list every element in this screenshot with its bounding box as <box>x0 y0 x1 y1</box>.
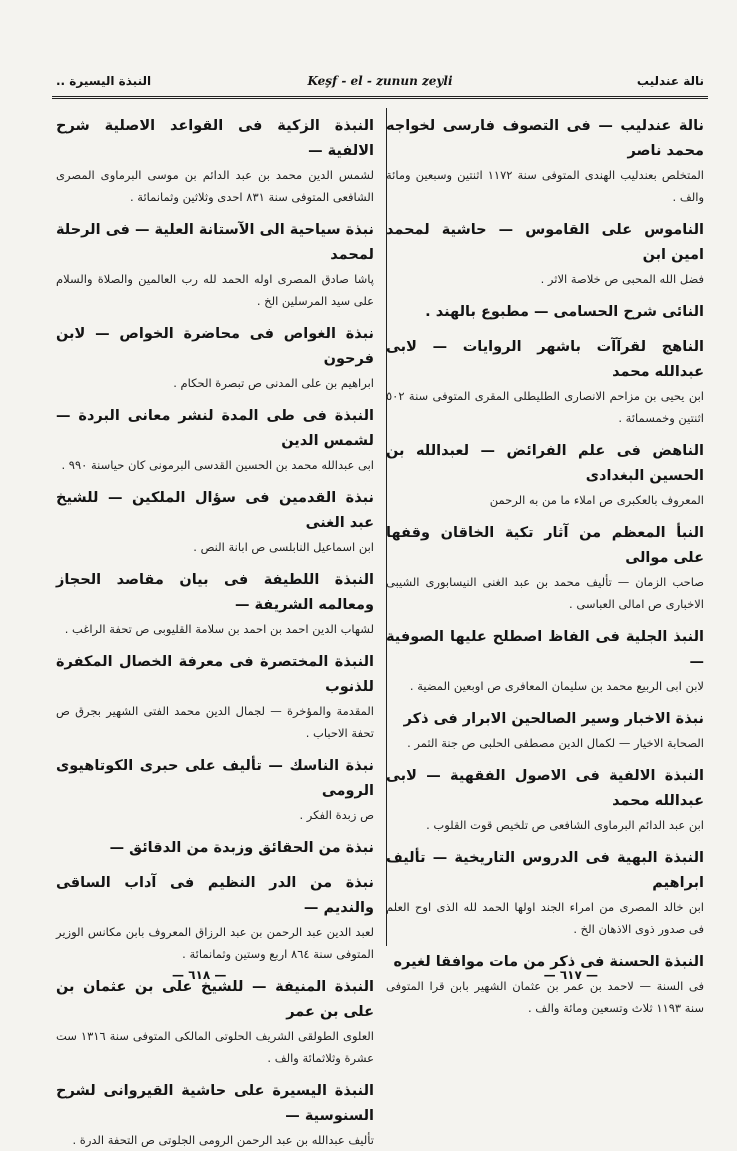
header-right-title: نالة عندليب <box>636 74 704 88</box>
entry-body: الصحابة الاخيار — لكمال الدين مصطفى الحلبى ص جنة الثمر . <box>407 736 704 750</box>
entry-title: نبذة القدمين فى سؤال الملكين — للشيخ عبد الغنى <box>56 490 374 531</box>
entry-body: تأليف عبدالله بن عبد الرحمن الرومى الجلوتى ص التحفة الدرة . <box>72 1133 374 1147</box>
entry-title: نبذة من الدر النظيم فى آداب الساقى والنديم — <box>56 875 374 916</box>
column-divider <box>386 108 387 946</box>
entry-title: الناموس على القاموس — حاشية لمحمد امين ابن <box>386 222 704 263</box>
running-header <box>52 68 708 99</box>
dictionary-entry <box>386 335 704 429</box>
entry-body: ابن يحيى بن مزاحم الانصارى الطليطلى المقرى المتوفى سنة ٥٠٢ اثنتين وخمسمائة . <box>386 389 704 425</box>
entry-title: النائى شرح الحسامى — مطبوع بالهند . <box>425 304 704 320</box>
entry-body: فضل الله المحبى ص خلاصة الاثر . <box>540 272 704 286</box>
entry-title: النبذة اللطيفة فى بيان مقاصد الحجاز ومعالمه الشريفة — <box>56 572 374 613</box>
entry-title: النبذة المختصرة فى معرفة الخصال المكفرة للذنوب <box>56 654 374 695</box>
dictionary-entry <box>56 114 374 208</box>
dictionary-entry <box>386 707 704 754</box>
entry-title: نبذة الناسك — تأليف على حبرى الكوتاهيوى الرومى <box>56 758 374 799</box>
entry-title: نبذة الاخبار وسير الصالحين الابرار فى ذكر <box>403 711 704 727</box>
entry-body: لشهاب الدين احمد بن احمد بن سلامة القليوبى ص تحفة الراغب . <box>64 622 374 636</box>
dictionary-entry <box>56 322 374 394</box>
dictionary-entry <box>386 950 704 1019</box>
entry-body: ابن عبد الدائم البرماوى الشافعى ص تلخيص قوت القلوب . <box>426 818 704 832</box>
entry-title: النبذة الحسنة فى ذكر من مات موافقا لغيره <box>393 954 704 970</box>
entry-body: لابن ابى الربيع محمد بن سليمان المعافرى ص اوبعين المضية . <box>409 679 704 693</box>
dictionary-entry <box>386 218 704 290</box>
header-left-title: النبذة اليسيرة .. <box>56 74 152 88</box>
entry-body: ابن خالد المصرى من امراء الجند اولها الحمد لله الذى اوح العلم فى صدور ذوى الاذهان الخ . <box>386 900 704 936</box>
dictionary-entry <box>56 486 374 558</box>
entry-body: ابن اسماعيل النابلسى ص ابانة النص . <box>193 540 374 554</box>
entry-body: لعبد الدين عبد الرحمن بن عبد الرزاق المعروف بابن مكانس الوزير المتوفى سنة ٨٦٤ اربع وستين وثمانمائة . <box>56 925 374 961</box>
entry-title: النبذة المنيفة — للشيخ على بن عثمان بن على بن عمر <box>56 979 374 1020</box>
entry-body: العلوى الطولقى الشريف الحلوتى المالكى المتوفى سنة ١٣١٦ ست عشرة وثلاثمائة والف . <box>56 1029 374 1065</box>
entry-title: النبأ المعظم من آثار تكية الخاقان وقفها على موالى <box>386 525 704 566</box>
entry-body: ص زبدة الفكر . <box>299 808 374 822</box>
dictionary-entry <box>386 439 704 511</box>
dictionary-entry <box>56 568 374 640</box>
entry-body: صاحب الزمان — تأليف محمد بن عبد الغنى النيسابورى الشيبى الاخبارى ص امالى العباسى . <box>386 575 704 611</box>
entry-title: نبذة سياحية الى الآستانة العلية — فى الرحلة لمحمد <box>56 222 374 263</box>
entry-body: ابى عبدالله محمد بن الحسين القدسى البرمونى كان حياسنة ٩٩٠ . <box>61 458 374 472</box>
entry-body: لشمس الدين محمد بن عبد الدائم بن موسى البرماوى المصرى الشافعى المتوفى سنة ٨٣١ احدى وثلاثين وثمانمائة . <box>56 168 374 204</box>
dictionary-entry <box>386 625 704 697</box>
entry-title: النبذة فى طى المدة لنشر معانى البردة — لشمس الدين <box>56 408 374 449</box>
entry-body: المقدمة والمؤخرة — لجمال الدين محمد الفتى الشهير بجرق ص تحفة الاحباب . <box>56 704 374 740</box>
entry-title: النبذة اليسيرة على حاشية القيروانى لشرح السنوسية — <box>56 1083 374 1124</box>
entry-body: المعروف بالعكبرى ص املاء ما من به الرحمن <box>489 493 704 507</box>
entry-title: النبذة الالفية فى الاصول الفقهية — لابى عبدالله محمد <box>386 768 704 809</box>
dictionary-entry <box>56 1079 374 1151</box>
entry-title: النبذة البهية فى الدروس التاريخية — تأليف ابراهيم <box>386 850 704 891</box>
dictionary-entry <box>386 300 704 325</box>
entry-title: نبذة الغواص فى محاضرة الخواص — لابن فرحون <box>56 326 374 367</box>
dictionary-entry <box>56 754 374 826</box>
dictionary-entry <box>386 764 704 836</box>
entry-title: الناهج لقرآآت باشهر الروايات — لابى عبدالله محمد <box>386 339 704 380</box>
entry-body: المتخلص بعندليب الهندى المتوفى سنة ١١٧٢ اثنتين وسبعين ومائة والف . <box>386 168 704 204</box>
header-center-title: Keşf - el - zunun zeyli <box>307 74 453 88</box>
page-number-left: — ٦١٨ — <box>172 968 227 982</box>
dictionary-entry <box>56 218 374 312</box>
dictionary-entry <box>386 521 704 615</box>
entry-body: ابراهيم بن على المدنى ص تبصرة الحكام . <box>173 376 374 390</box>
entry-title: النبذ الجلية فى الفاظ اصطلح عليها الصوفية — <box>386 629 704 670</box>
dictionary-entry <box>386 114 704 208</box>
dictionary-entry <box>56 404 374 476</box>
dictionary-entry <box>56 871 374 965</box>
entry-title: نالة عندليب — فى التصوف فارسى لخواجه محمد ناصر <box>386 118 704 159</box>
dictionary-entry <box>56 836 374 861</box>
book-page <box>52 68 708 1147</box>
entry-body: فى السنة — لاحمد بن عمر بن عثمان الشهير بابن قرا المتوفى سنة ١١٩٣ ثلاث وتسعين ومائة والف . <box>386 979 704 1015</box>
entry-title: الناهض فى علم الفرائض — لعبدالله بن الحسين البغدادى <box>386 443 704 484</box>
entry-title: نبذة من الحقائق وزبدة من الدقائق — <box>109 840 374 856</box>
dictionary-entry <box>56 975 374 1069</box>
entry-title: النبذة الزكية فى القواعد الاصلية شرح الالفية — <box>56 118 374 159</box>
dictionary-entry <box>56 650 374 744</box>
dictionary-entry <box>386 846 704 940</box>
entry-body: پاشا صادق المصرى اوله الحمد لله رب العالمين والصلاة والسلام على سيد المرسلين الخ . <box>56 272 374 308</box>
page-number-right: — ٦١٧ — <box>543 968 598 982</box>
